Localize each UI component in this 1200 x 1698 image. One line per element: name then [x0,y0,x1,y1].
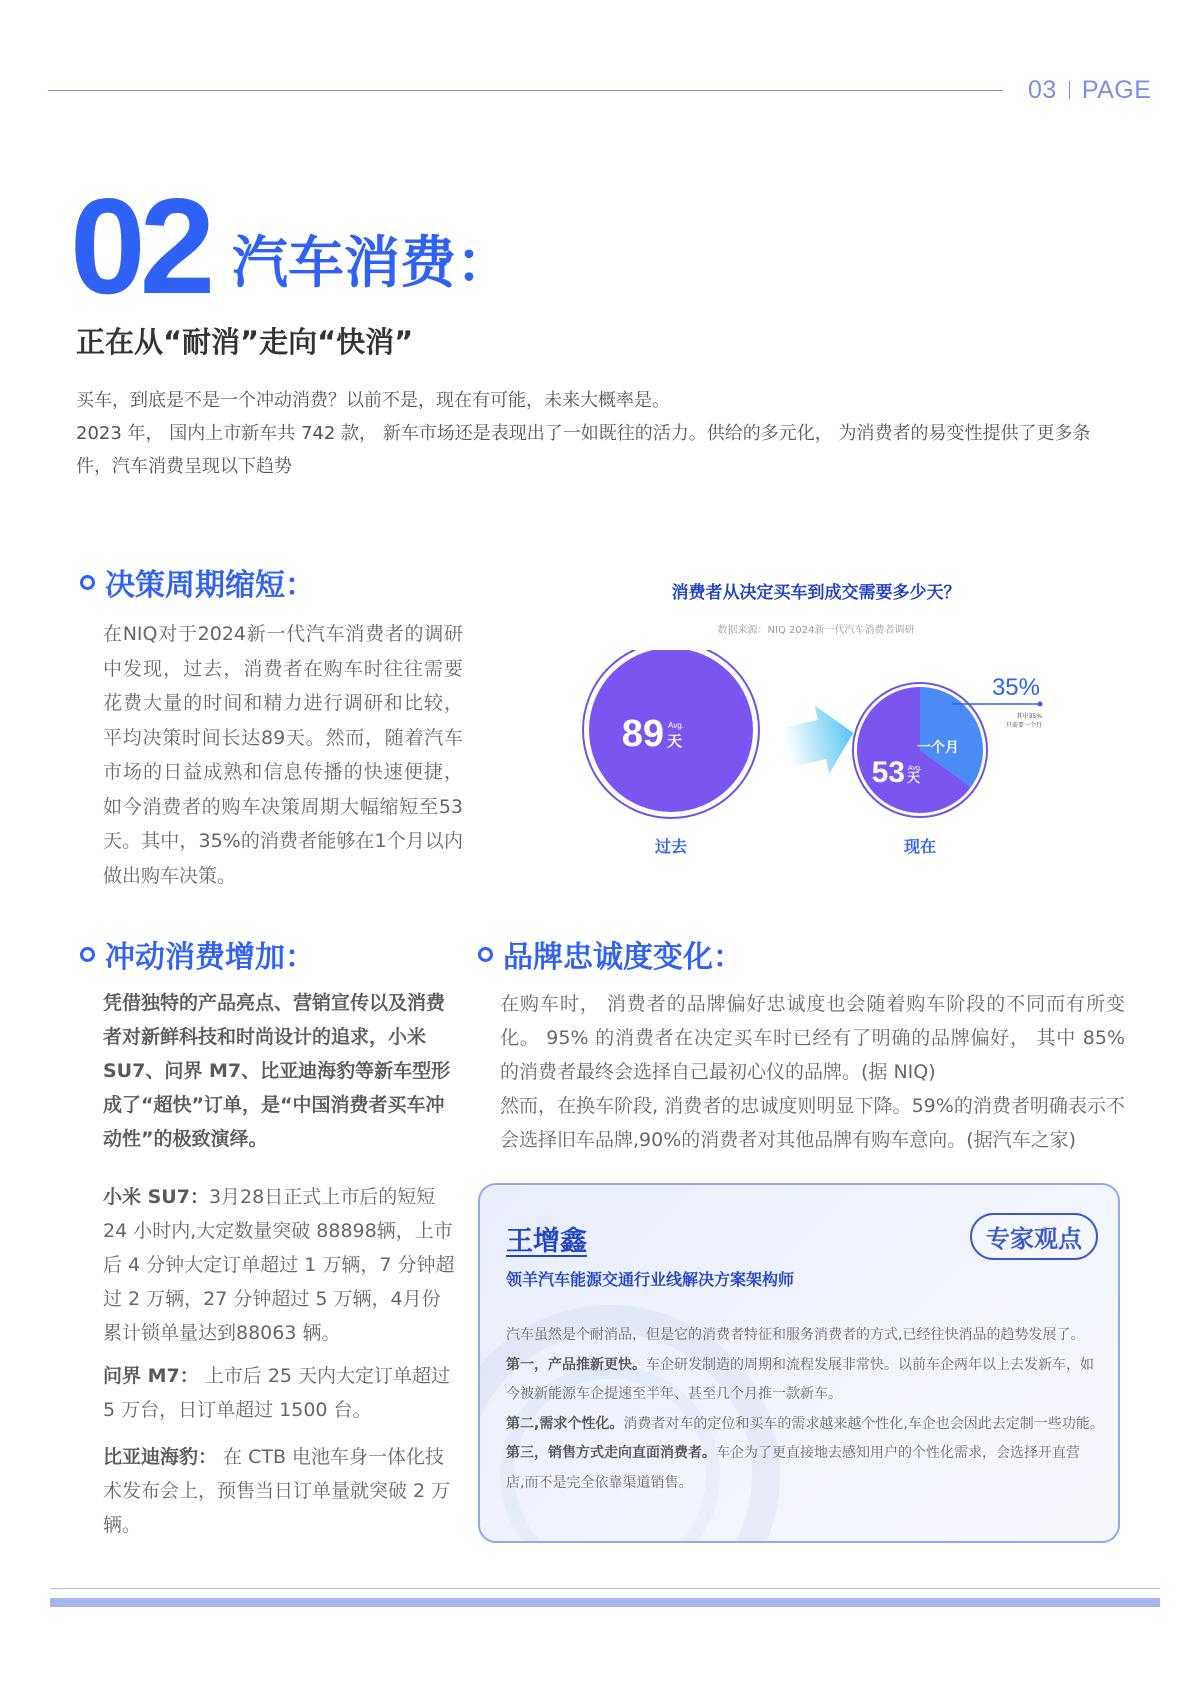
callout-dot [1038,702,1043,707]
present-caption: 现在 [903,837,937,856]
expert-line-lead: 第二,需求个性化。 [506,1415,624,1432]
expert-line [506,1469,1106,1499]
expert-line-text: 汽车虽然是个耐消品，但是它的消费者特征和服务消费者的方式,已经往快消品的趋势发展了。 [506,1327,1085,1343]
expert-line-lead: 第一，产品推新更快。 [506,1356,646,1373]
expert-line-text: 车企为了更直接地去感知用户的个性化需求，会选择开直营 [716,1445,1080,1461]
expert-line-lead: 第三，销售方式走向直面消费者。 [506,1445,716,1461]
expert-opinion-box [478,1183,1120,1543]
bullet-ring-icon [478,947,493,962]
expert-line-text: 消费者对车的定位和买车的需求越来越个性化,车企也会因此去定制一些功能。 [623,1415,1104,1432]
bullet-ring-icon [80,947,95,962]
intro-line-1: 买车，到底是不是一个冲动消费？以前不是，现在有可能，未来大概率是。 [76,390,670,411]
expert-line-text: 今被新能源车企提速至半年、甚至几个月推一款新车。 [506,1386,842,1402]
section-heading-decision-cycle [80,560,315,604]
car-text: 上市后 25 天内大定订单超过 5 万台，日订单超过 1500 台。 [103,1365,451,1421]
expert-name: 王增鑫 [506,1226,587,1257]
present-avg-label: Avg. [908,765,922,772]
decision-days-chart [560,650,1100,890]
page-tag [1028,76,1151,105]
page-number: 03 [1028,76,1057,104]
car-name: 比亚迪海豹： [103,1446,218,1468]
bottom-divider [50,1588,1160,1589]
callout-value: 35% [991,674,1040,701]
present-value: 53 [871,756,905,789]
car-name: 问界 M7： [103,1365,199,1387]
page-tag-separator [1069,81,1070,99]
section-heading-text: 决策周期缩短： [105,568,315,603]
expert-line-text: 车企研发制造的周期和流程发展非常快。以前车企两年以上去发新车，如 [646,1356,1094,1373]
past-value: 89 [621,713,664,755]
expert-body [506,1321,1106,1498]
intro-text [76,384,1126,483]
car-text: 在 CTB 电池车身一体化技术发布会上，预售当日订单量就突破 2 万辆。 [103,1446,451,1536]
expert-line [506,1351,1106,1381]
bullet-ring-icon [80,575,95,590]
car-text: 3月28日正式上市后的短短24 小时内,大定数量突破 88898辆，上市后 4 分钟大定订单超过 1 万辆，7 分钟超过 2 万辆，27 分钟超过 5 万辆，4月份累计锁单量达到88063 辆。 [103,1186,455,1344]
car-name: 小米 SU7： [103,1186,209,1208]
expert-line [506,1410,1106,1440]
present-unit: 天 [907,771,921,786]
arrow-icon [779,699,860,782]
section3-para-1: 在购车时， 消费者的品牌偏好忠诚度也会随着购车阶段的不同而有所变化。 95% 的消费者在决定买车时已经有了明确的品牌偏好， 其中 85% 的消费者最终会选择自己最初心仪的品牌。(据 NIQ) [500,993,1125,1083]
top-divider [48,90,1003,91]
section1-body: 在NIQ对于2024新一代汽车消费者的调研中发现，过去，消费者在购车时往往需要花费大量的时间和精力进行调研和比较，平均决策时间长达89天。然而，随着汽车市场的日益成熟和信息传播的快速便捷，如今消费者的购车决策周期大幅缩短至53天。其中，35%的消费者能够在1个月以内做出购车决策。 [103,623,463,887]
expert-line [506,1321,1106,1351]
pie-slice-label: 一个月 [917,740,959,756]
section-heading-brand-loyalty [478,932,743,976]
past-caption: 过去 [654,837,688,856]
intro-line-2: 2023 年， 国内上市新车共 742 款， 新车市场还是表现出了一如既往的活力。供给的多元化， 为消费者的易变性提供了更多条件，汽车消费呈现以下趋势 [76,423,1091,477]
car-item-seal [103,1440,455,1542]
car-item-m7 [103,1359,455,1427]
section2-lead: 凭借独特的产品亮点、营销宣传以及消费者对新鲜科技和时尚设计的追求，小米SU7、问界 M7、比亚迪海豹等新车型形成了“超快”订单，是“中国消费者买车冲动性”的极致演绎。 [103,992,451,1150]
chart-source: 数据来源：NIQ 2024新一代汽车消费者调研 [717,625,915,636]
section3-para-2: 然而，在换车阶段, 消费者的忠诚度则明显下降。59%的消费者明确表示不会选择旧车品牌,90%的消费者对其他品牌有购车意向。(据汽车之家) [500,1095,1125,1151]
section-heading-impulse [80,932,315,976]
expert-line-text: 店,而不是完全依靠渠道销售。 [506,1474,693,1491]
expert-badge: 专家观点 [970,1213,1098,1260]
expert-line [506,1439,1106,1469]
section3-body [500,987,1125,1157]
past-unit: 天 [667,732,683,750]
section-heading-text: 品牌忠诚度变化： [503,940,743,975]
callout-note-2: 只需要一个月 [1005,722,1042,729]
chapter-number: 02 [70,170,210,322]
expert-line [506,1380,1106,1410]
chart-title: 消费者从决定买车到成交需要多少天？ [671,583,961,603]
past-circle [589,650,753,812]
chapter-title: 汽车消费： [232,231,512,296]
page-label: PAGE [1081,76,1152,104]
car-item-su7 [103,1180,455,1350]
section-heading-text: 冲动消费增加： [105,940,315,975]
expert-role: 领羊汽车能源交通行业线解决方案架构师 [506,1270,795,1289]
chapter-subtitle: 正在从“耐消”走向“快消” [76,325,414,359]
callout-note-1: 其中35% [1016,713,1042,720]
past-avg-label: Avg. [668,721,684,730]
bottom-bar [50,1598,1160,1607]
